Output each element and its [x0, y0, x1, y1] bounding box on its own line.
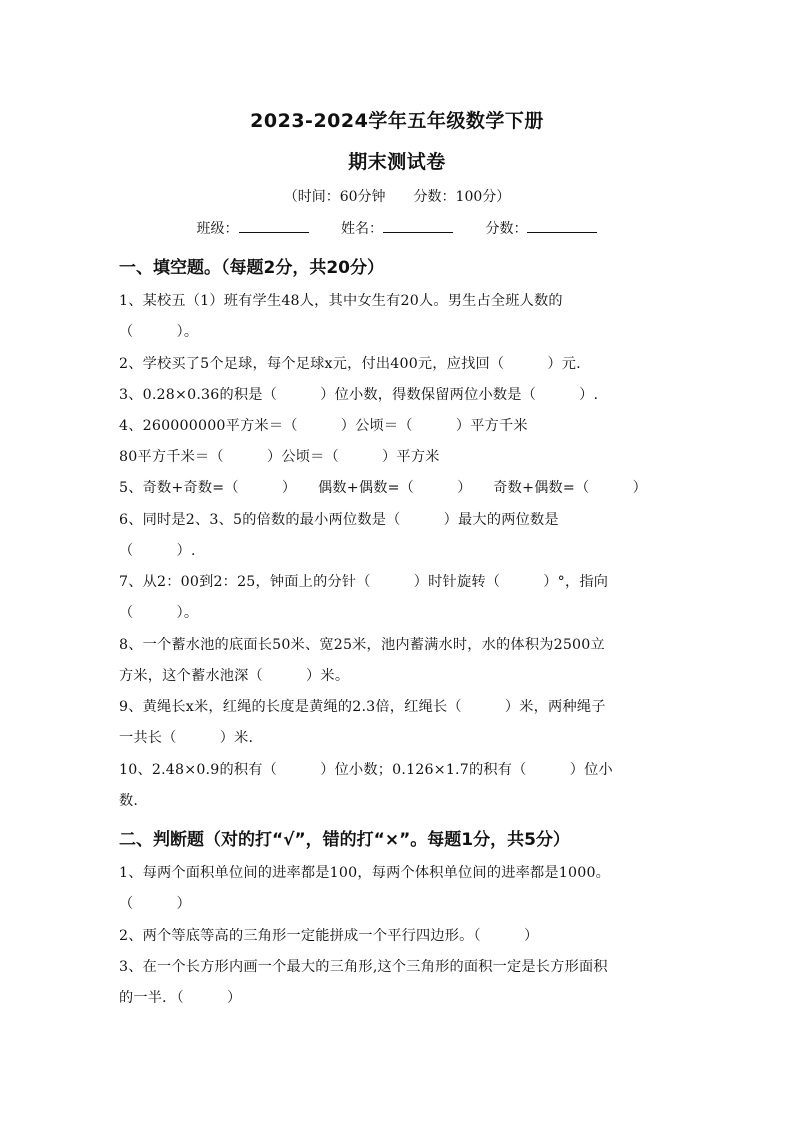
question-line: 方米，这个蓄水池深（ ）米。: [119, 668, 350, 684]
question-line: 9、黄绳长x米，红绳的长度是黄绳的2.3倍，红绳长（ ）米，两种绳子: [119, 699, 606, 715]
question-line: 1、某校五（1）班有学生48人，其中女生有20人。男生占全班人数的: [119, 293, 563, 309]
name-blank: [383, 220, 453, 233]
question-line: 5、奇数+奇数=（ ） 偶数+偶数=（ ） 奇数+偶数=（ ）: [119, 480, 647, 496]
question-line: 6、同时是2、3、5的倍数的最小两位数是（ ）最大的两位数是: [119, 512, 559, 528]
question-line: 数.: [119, 793, 139, 809]
question-line: 2、学校买了5个足球，每个足球x元，付出400元，应找回（ ）元.: [119, 356, 581, 372]
student-info-row: [0, 218, 794, 238]
section2-heading: 二、判断题（对的打“√”，错的打“×”。每题1分，共5分）: [119, 830, 570, 850]
question-line: 的一半．（ ）: [119, 990, 242, 1006]
question-line: 10、2.48×0.9的积有（ ）位小数；0.126×1.7的积有（ ）位小: [119, 762, 613, 778]
question-line: 1、每两个面积单位间的进率都是100，每两个体积单位间的进率都是1000。: [119, 865, 611, 881]
name-label: 姓名：: [341, 221, 383, 237]
question-line: （ ）。: [119, 324, 199, 340]
class-blank: [239, 220, 309, 233]
question-line: （ ）: [119, 896, 191, 912]
score-label: 分数：: [485, 221, 528, 237]
class-field: [197, 218, 309, 238]
name-field: [341, 218, 453, 238]
score-field: [485, 218, 597, 238]
time-score-info: （时间：60分钟 分数：100分）: [283, 189, 511, 205]
question-line: 80平方千米＝（ ）公顷＝（ ）平方米: [119, 449, 440, 465]
question-line: 一共长（ ）米.: [119, 730, 254, 746]
question-line: （ ）。: [119, 605, 199, 621]
question-line: 3、0.28×0.36的积是（ ）位小数，得数保留两位小数是（ ）.: [119, 387, 599, 403]
question-line: 4、260000000平方米＝（ ）公顷＝（ ）平方千米: [119, 418, 528, 434]
score-blank: [527, 220, 597, 233]
exam-title-line2: 期末测试卷: [348, 151, 446, 173]
question-line: （ ）.: [119, 543, 196, 559]
section1-heading: 一、填空题。（每题2分，共20分）: [119, 258, 384, 278]
exam-title-line1: 2023-2024学年五年级数学下册: [250, 110, 544, 132]
class-label: 班级：: [196, 221, 239, 237]
question-line: 7、从2：00到2：25，钟面上的分针（ ）时针旋转（ ）°，指向: [119, 574, 609, 590]
question-line: 3、在一个长方形内画一个最大的三角形,这个三角形的面积一定是长方形面积: [119, 959, 608, 975]
question-line: 2、两个等底等高的三角形一定能拼成一个平行四边形。（ ）: [119, 928, 539, 944]
question-line: 8、一个蓄水池的底面长50米、宽25米，池内蓄满水时，水的体积为2500立: [119, 637, 605, 653]
